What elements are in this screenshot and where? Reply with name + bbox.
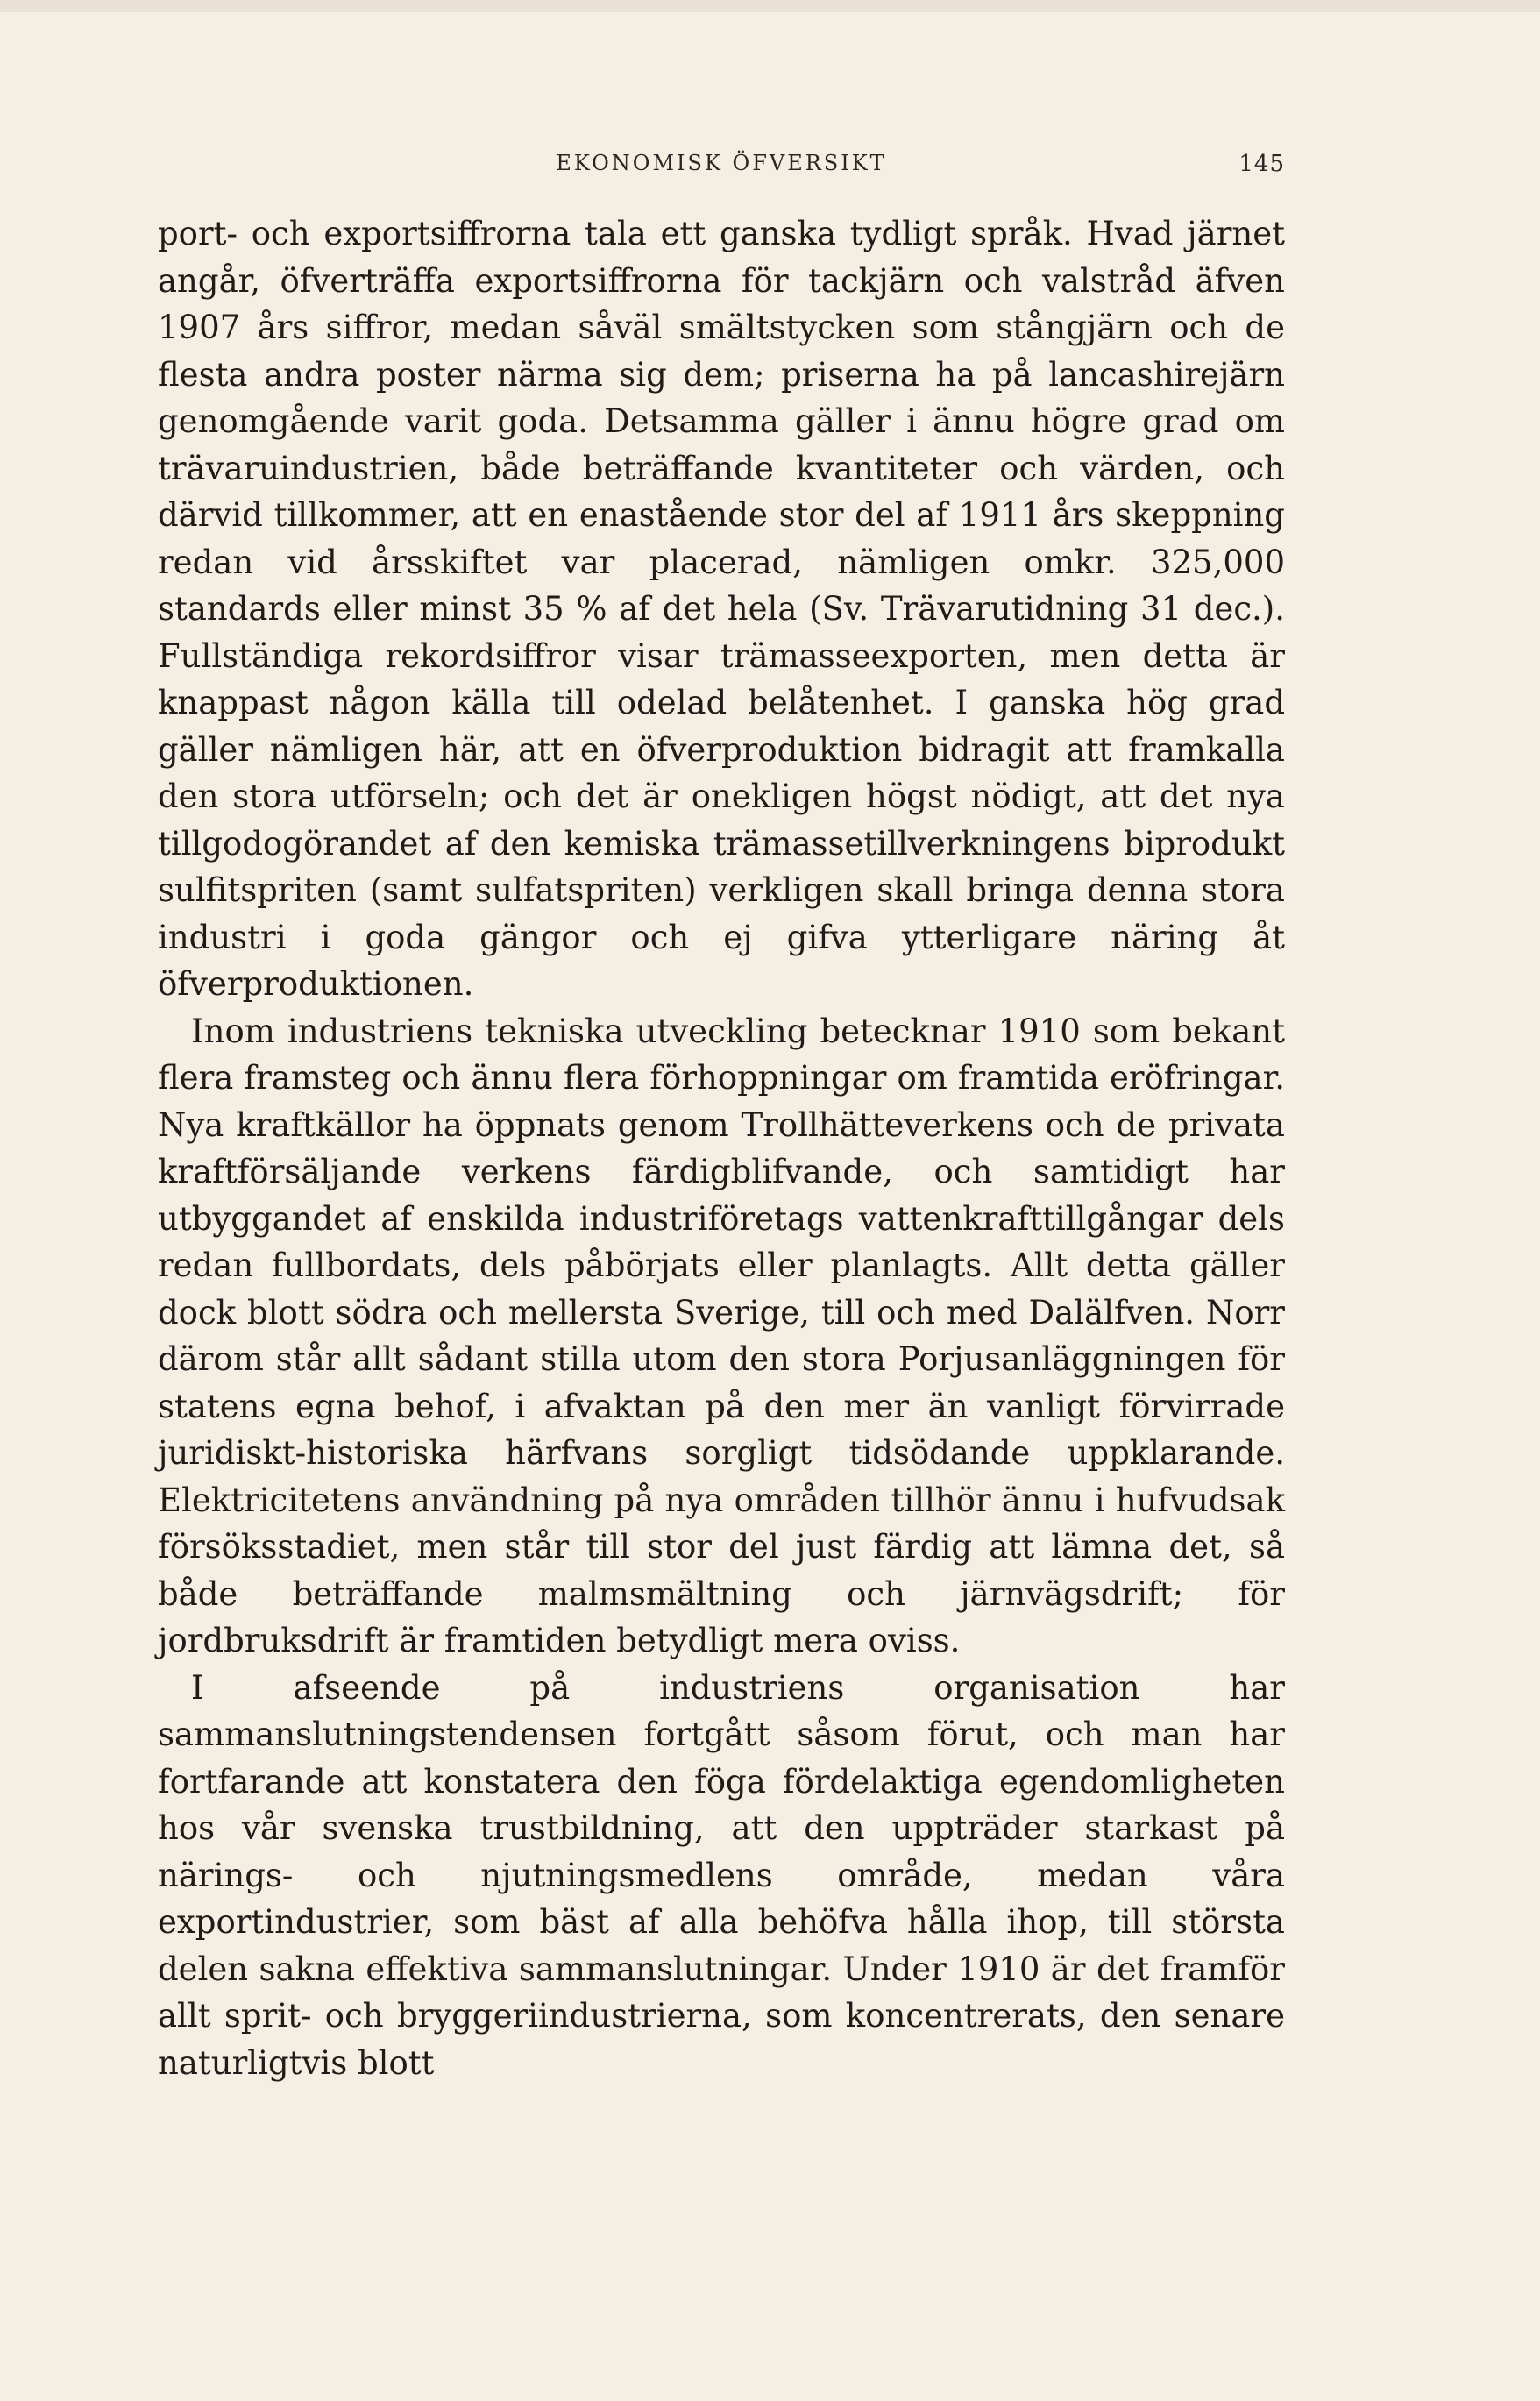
body-text [158,210,1285,2086]
paragraph-2: Inom industriens tekniska utveckling betecknar 1910 som bekant flera framsteg och ännu flera förhoppningar om framtida eröfringar. Nya kraftkällor ha öppnats genom Trollhätteverkens och de privata kraftförsäljande verkens färdigblifvande, och samtidigt har utbyggandet af enskilda industriföretags vattenkrafttillgångar dels redan fullbordats, dels påbörjats eller planlagts. Allt detta gäller dock blott södra och mellersta Sverige, till och med Dalälfven. Norr därom står allt sådant stilla utom den stora Porjusanläggningen för statens egna behof, i afvaktan på den mer än vanligt förvirrade juridiskt-historiska härfvans sorgligt tidsödande uppklarande. Elektricitetens användning på nya områden tillhör ännu i hufvudsak försöksstadiet, men står till stor del just färdig att lämna det, så både beträffande malmsmältning och järnvägsdrift; för jordbruksdrift är framtiden betydligt mera oviss. [158,1012,1285,1659]
page-edge [0,0,1540,12]
page-header [158,151,1285,186]
running-head: EKONOMISK ÖFVERSIKT [556,151,887,175]
paragraph-1: port- och exportsiffrorna tala ett ganska tydligt språk. Hvad järnet angår, öfverträffa exportsiffrorna för tackjärn och valstråd äfven 1907 års siffror, medan såväl smältstycken som stångjärn och de flesta andra poster närma sig dem; priserna ha på lancashirejärn genomgående varit goda. Detsamma gäller i ännu högre grad om trävaruindustrien, både beträffande kvantiteter och värden, och därvid tillkommer, att en enastående stor del af 1911 års skeppning redan vid årsskiftet var placerad, nämligen omkr. 325,000 standards eller minst 35 % af det hela (Sv. Trävarutidning 31 dec.). Fullständiga rekordsiffror visar trämasseexporten, men detta är knappast någon källa till odelad belåtenhet. I ganska hög grad gäller nämligen här, att en öfverproduktion bidragit att framkalla den stora utförseln; och det är onekligen högst nödigt, att det nya tillgodogörandet af den kemiska trämassetillverkningens biprodukt sulfitspriten (samt sulfatspriten) verkligen skall bringa denna stora industri i goda gängor och ej gifva ytterligare näring åt öfverproduktionen. [158,215,1285,1003]
page-number: 145 [1238,151,1285,177]
paragraph-3: I afseende på industriens organisation har sammanslutningstendensen fortgått såsom förut, och man har fortfarande att konstatera den föga fördelaktiga egendomligheten hos vår svenska trustbildning, att den uppträder starkast på närings- och njutningsmedlens område, medan våra exportindustrier, som bäst af alla behöfva hålla ihop, till största delen sakna effektiva sammanslutningar. Under 1910 är det framför allt sprit- och bryggeriindustrierna, som koncentrerats, den senare naturligtvis blott [158,1668,1285,2082]
